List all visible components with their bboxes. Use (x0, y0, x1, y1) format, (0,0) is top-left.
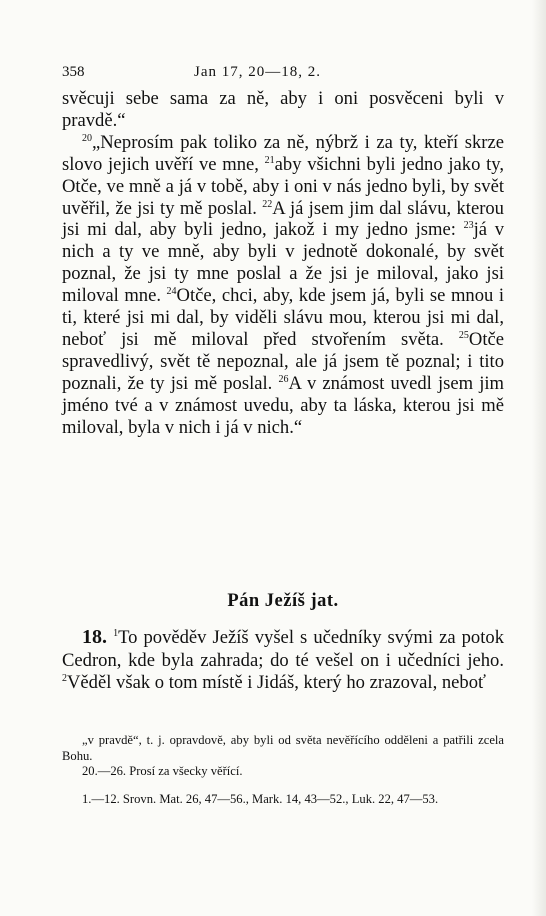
verse-text: „Neprosím pak toliko za ně, nýbrž i za ty, kteří skrze slovo jejich uvěří ve mne, (62, 131, 504, 175)
verse-number: 23 (463, 220, 474, 232)
verse-text: To pověděv Ježíš vyšel s učedníky svými za potok Cedron, kde byla zahrada; do té vešel on i učedníci jeho. (62, 627, 504, 671)
footnotes (62, 733, 504, 808)
verse-text: Otče spravedlivý, svět tě nepoznal, ale já jsem tě poznal; i tito poznali, že ty jsi mě poslal. (62, 328, 504, 394)
page-number: 358 (62, 64, 85, 80)
verse-text: A já jsem jim dal slávu, kterou jsi mi dal, aby byli jedno, jakož i my jedno jsme: (62, 197, 504, 241)
verse-number: 1 (113, 627, 119, 639)
passage-verses (62, 132, 504, 439)
verse-number: 26 (278, 373, 289, 385)
verse-text: aby všichni byli jedno jako ty, Otče, ve mně a já v tobě, aby i oni v nás jedno byli, by svět uvěřil, že jsi ty mě poslal. (62, 153, 505, 219)
verse-text: Věděl však o tom místě i Jidáš, který ho zrazoval, neboť (67, 672, 486, 693)
section-heading: Pán Ježíš jat. (227, 591, 339, 611)
verse-number: 20 (82, 132, 92, 144)
page-edge-shadow (532, 0, 546, 916)
footnote: 20.—26. Prosí za všecky věřící. (82, 764, 243, 779)
verse-number: 25 (458, 329, 469, 341)
passage-text (62, 88, 504, 439)
footnote: „v pravdě“, t. j. opravdově, aby byli od světa nevěřícího odděleni a patřili zcela Bohu. (62, 733, 504, 763)
verse-text: já v nich a ty ve mně, aby byli v jednotě dokonalé, by svět poznal, že jsi ty mne poslal a že jsi je miloval, jako jsi miloval mne. (62, 219, 504, 307)
verse-number: 22 (262, 198, 273, 210)
chapter-paragraph (62, 626, 504, 695)
verse-number: 2 (62, 672, 67, 684)
verse-text: A v známost uvedl jsem jim jméno tvé a v známost uvedu, aby ta láska, kterou jsi mě miloval, byla v nich i já v nich.“ (62, 372, 504, 438)
chapter-text (62, 626, 504, 695)
verse-number: 24 (166, 285, 177, 297)
verse-text: Otče, chci, aby, kde jsem já, byli se mnou i ti, které jsi mi dal, by viděli slávu mou, kterou jsi mi dal, neboť jsi mě miloval před stvořením světa. (62, 285, 505, 350)
footnote: 1.—12. Srovn. Mat. 26, 47—56., Mark. 14, 43—52., Luk. 22, 47—53. (82, 792, 439, 807)
verse-number: 21 (264, 154, 275, 166)
chapter-reference: Jan 17, 20—18, 2. (194, 64, 321, 80)
passage-opening: svěcuji sebe sama za ně, aby i oni posvěceni byli v pravdě.“ (62, 88, 504, 131)
chapter-number: 18. (82, 626, 107, 648)
running-header (62, 64, 502, 84)
